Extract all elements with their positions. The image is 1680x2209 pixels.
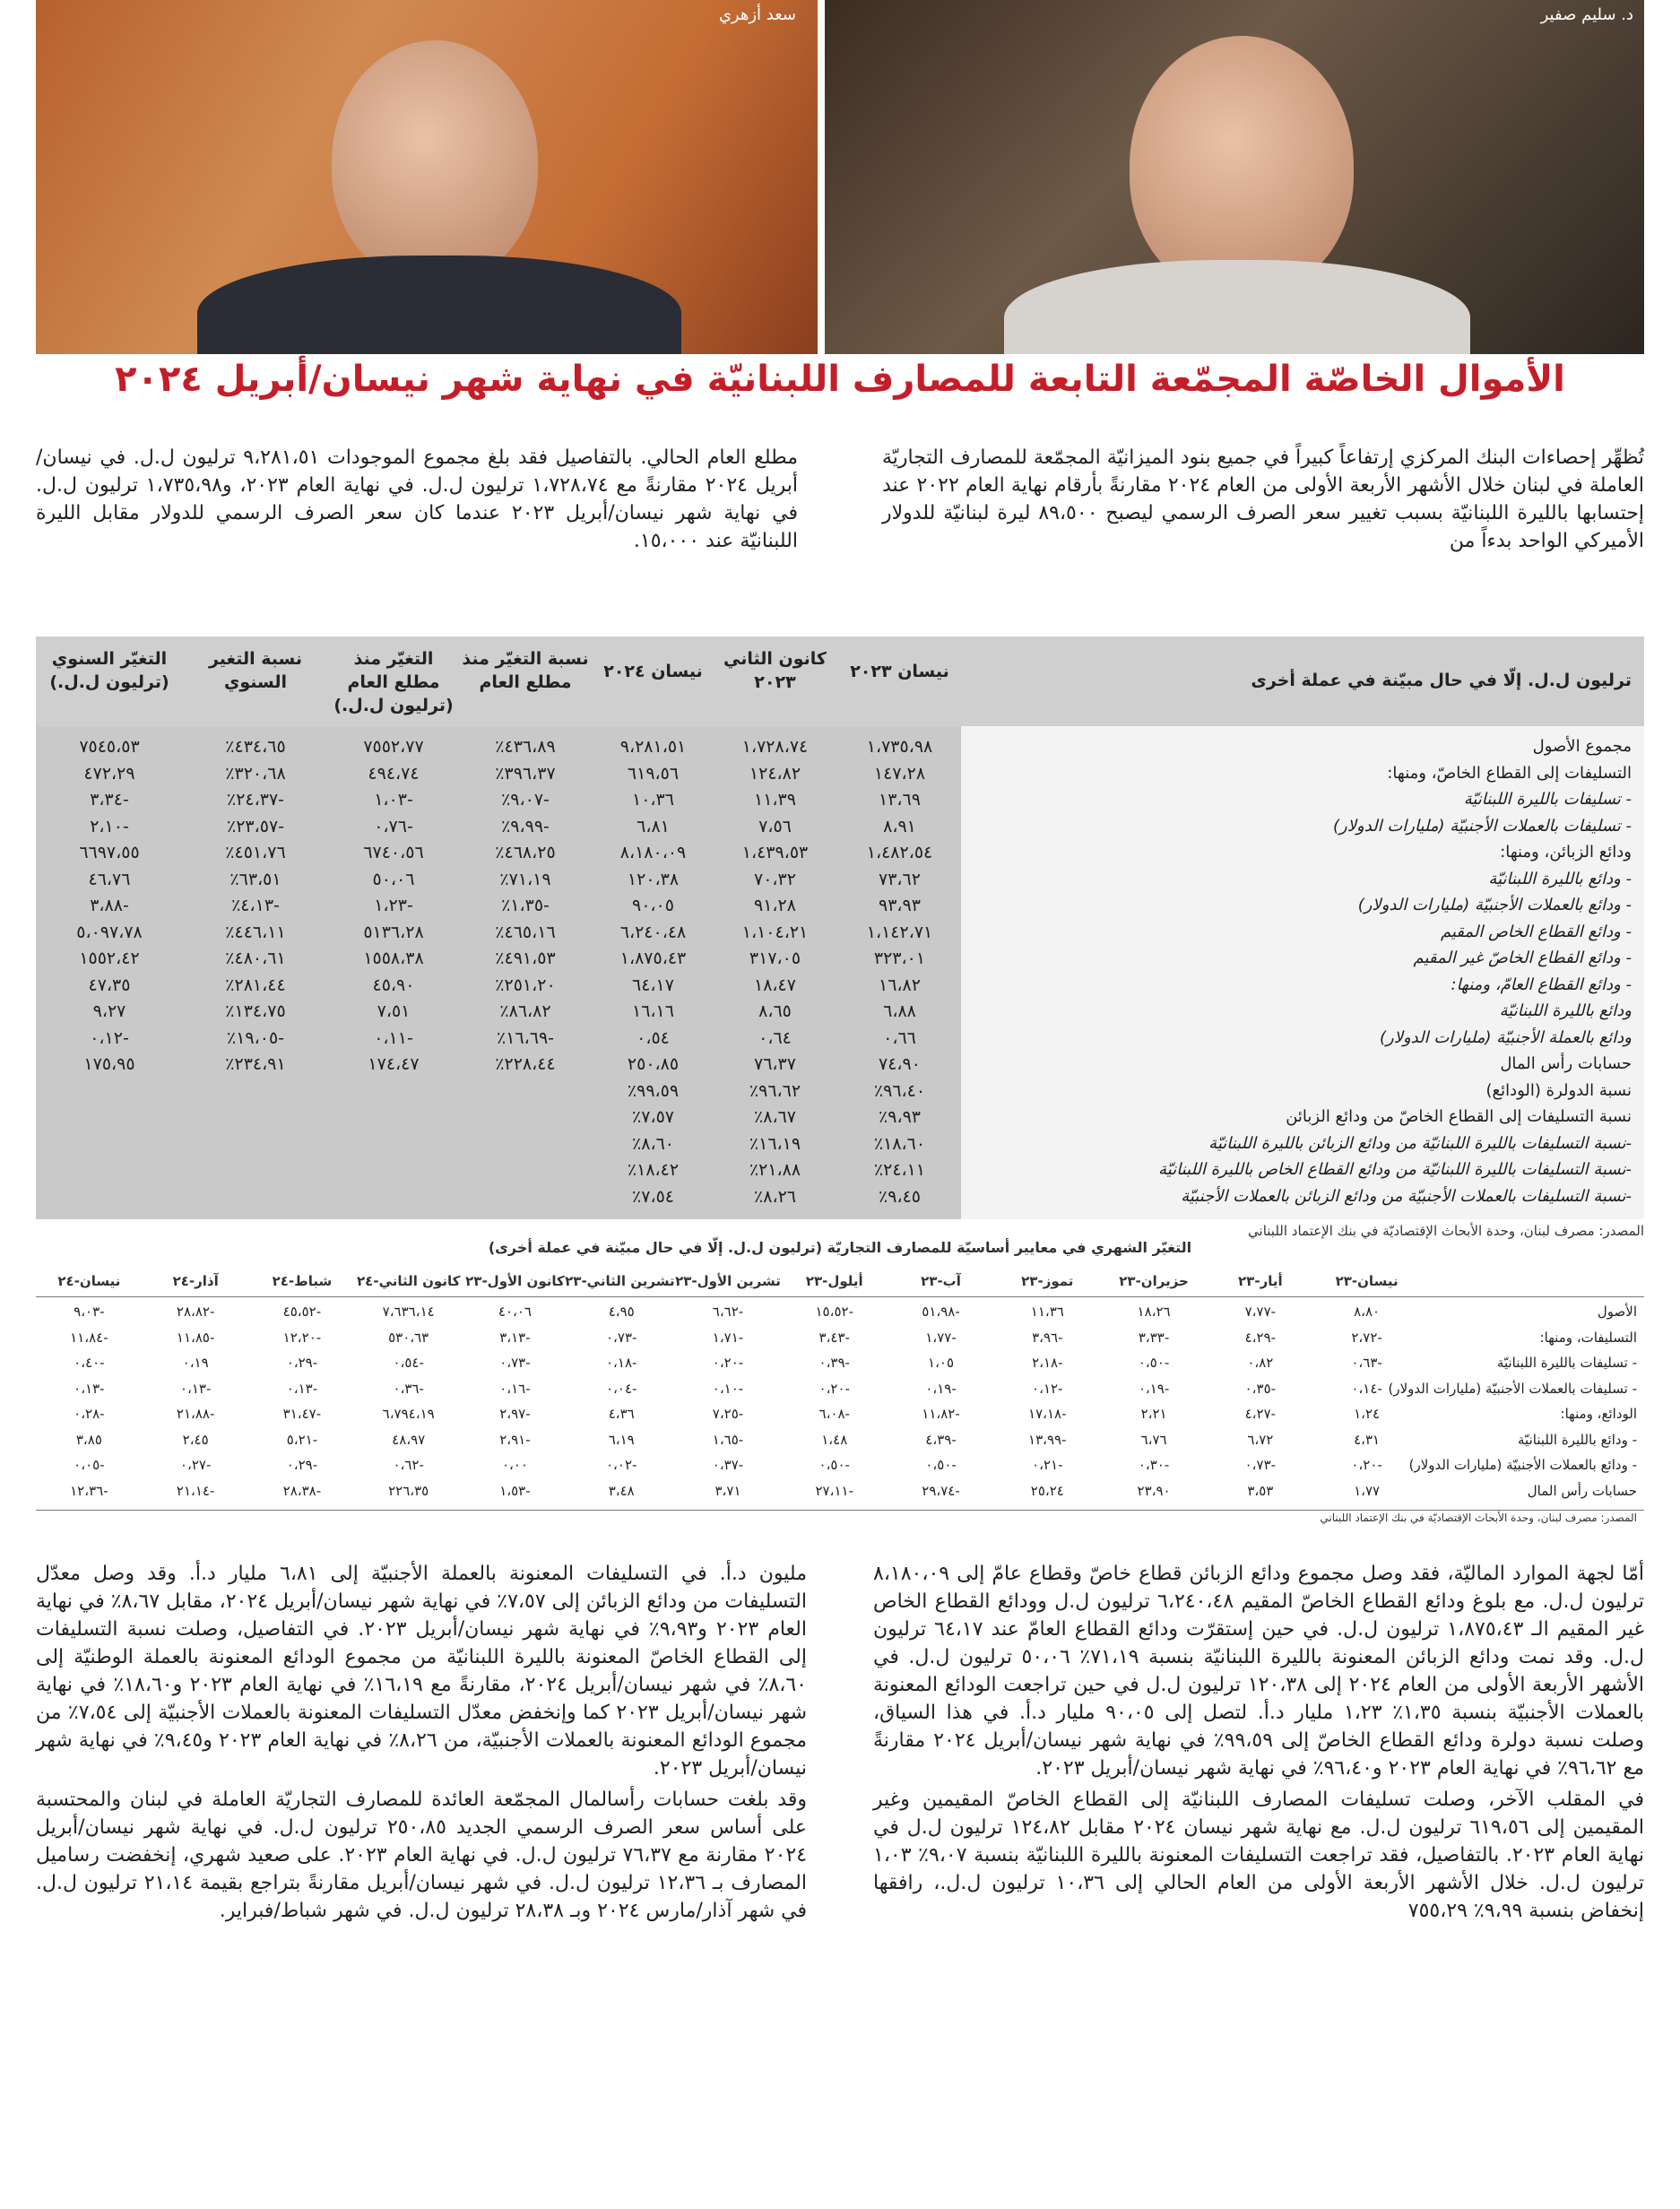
table-cell: ٧٠،٣٢	[754, 869, 796, 889]
table-cell: ٤٥١،٧٦٪	[225, 843, 286, 862]
portrait-photo-right	[825, 0, 1644, 354]
table-unit-header: ترليون ل.ل. إلّا في حال مبيّنة في عملة أخرى	[1251, 671, 1632, 690]
table-cell: ١٦،١٩٪	[749, 1133, 801, 1154]
table-cell: ١٦،١٦	[632, 1001, 674, 1021]
table-cell: -٩،٠٣	[74, 1304, 105, 1320]
table-cell: ٣٩٦،٣٧٪	[495, 763, 556, 784]
table-cell: ٤،٣١	[1354, 1431, 1381, 1448]
table-cell: ١،١٠٤،٢١	[741, 922, 809, 942]
month-header: تشرين الأول-٢٣	[675, 1273, 781, 1289]
table-cell: -٢٣،٥٧٪	[226, 816, 285, 836]
month-header: أيلول-٢٣	[805, 1273, 863, 1289]
table-cell: -١١،٨٢	[922, 1406, 960, 1422]
table-cell: ٤،٩٥	[608, 1304, 635, 1320]
table-cell: -١٣،٩٩	[1028, 1431, 1067, 1448]
month-header: تشرين الثاني-٢٣	[565, 1273, 675, 1289]
table-cell: ١،٤٣٩،٥٣	[741, 843, 809, 862]
table-cell: -٠،٥٤	[393, 1355, 424, 1371]
table-cell: -٠،٦٢	[393, 1457, 424, 1473]
table-cell: ٤٩١،٥٣٪	[495, 949, 556, 968]
table-cell: ٢١،٨٨٪	[749, 1160, 801, 1180]
table-cell: ٥١٣٦،٢٨	[363, 922, 424, 942]
table-cell: ٣٢٣،٠١	[873, 949, 926, 968]
table-cell: ٨،٦٧٪	[754, 1107, 796, 1127]
table-row-label: - تسليفات بالعملات الأجنبيّة (مليارات الدولار)	[1388, 1380, 1637, 1397]
table-cell: ٩،٤٥٪	[879, 1186, 921, 1207]
table-cell: -٢،٧٢	[1351, 1329, 1382, 1346]
body-paragraph: أمّا لجهة الموارد الماليّة، فقد وصل مجموع ودائع الزبائن قطاع خاصّ وقطاع عامّ إلى ٨،١٨٠،٠٩ ترليون ل.ل. مع بلوغ ودائع القطاع الخاصّ المقيم ٦،٢٤٠،٤٨ ترليون ل.ل وودائع القطاع الخاص غير المقيم الـ ١،٨٧٥،٤٣ ترليون ل.ل. في حين إستقرّت ودائع القطاع العامّ عند ٦٤،١٧ ترليون ل.ل. وقد نمت ودائع الزبائن المعنونة بالليرة اللبنانيّة بنسبة ٧١،١٩٪ ٥٠،٠٦ ترليون ل.ل. في الأشهر الأربعة الأولى من العام ٢٠٢٤ إلى ١٢٠،٣٨ ترليون ل.ل في حين تراجعت الودائع المعنونة بالعملات الأجنبيّة بنسبة ١،٣٥٪ ١،٢٣ مليار د.أ. لتصل إلى ٩٠،٠٥ مليار د.أ. في هذا السياق، وصلت نسبة دولرة ودائع القطاع الخاصّ إلى ٩٩،٥٩٪ في نهاية شهر نيسان/أبريل ٢٠٢٤ مقارنةً مع ٩٦،٦٢٪ في نهاية العام ٢٠٢٣ و٩٦،٤٠٪ في نهاية شهر نيسان/أبريل ٢٠٢٣.	[873, 1563, 1645, 1780]
table-cell: ١١،٣٩	[754, 790, 796, 810]
table-cell: ٩٩،٥٩٪	[627, 1080, 680, 1101]
table-cell: -٠،٦٣	[1351, 1355, 1382, 1371]
table-cell: ٢٤،١١٪	[873, 1160, 926, 1180]
table-cell: ٠،٥٤	[636, 1027, 670, 1048]
table-source: المصدر: مصرف لبنان، وحدة الأبحاث الإقتصاديّة في بنك الإعتماد اللبناني	[1248, 1223, 1644, 1239]
table-cell: ٤٧٢،٢٩	[83, 763, 135, 784]
table-cell: -٩،٩٩٪	[501, 816, 550, 836]
table-cell: -٣،١٣	[499, 1329, 531, 1346]
photo-caption: د. سليم صفير	[1540, 5, 1633, 24]
table-cell: -٢،٩١	[499, 1431, 531, 1448]
month-header: آذار-٢٤	[172, 1273, 219, 1289]
table-cell: ٠،٦٦	[883, 1027, 916, 1048]
table-cell: -٠،١٠	[712, 1380, 744, 1397]
table-row-label: - ودائع بالليرة اللبنانيّة	[1488, 869, 1632, 888]
table-cell: ٩٦،٤٠٪	[873, 1080, 926, 1101]
table-cell: -٠،٣٩	[818, 1355, 850, 1371]
table-cell: ٤٣٦،٨٩٪	[495, 737, 556, 757]
column-header: نسبة التغير السنوي	[208, 649, 303, 692]
table-cell: ٤٧،٣٥	[88, 975, 131, 995]
table-cell: -٠،٢١	[1032, 1457, 1063, 1473]
table-row-label: - ودائع القطاع الخاص المقيم	[1440, 922, 1632, 941]
table-cell: ٣،٧١	[714, 1482, 741, 1499]
main-figures-table	[36, 637, 1644, 1219]
table-cell: ١،٤٨٢،٥٤	[866, 843, 933, 862]
table-row-label: الودائع، ومنها:	[1560, 1406, 1637, 1422]
table-cell: -٢٩،٧٤	[922, 1482, 960, 1499]
table-cell: -١،٠٣	[374, 790, 413, 810]
body-left-column	[36, 1560, 807, 1928]
column-header: التغيّر منذ مطلع العام (ترليون ل.ل.)	[333, 649, 454, 715]
table-cell: ١٣،٦٩	[879, 790, 921, 810]
table-row-label: - ودائع القطاع الخاصّ غير المقيم	[1413, 949, 1632, 967]
column-header: كانون الثاني ٢٠٢٣	[723, 649, 827, 692]
table-row-label: - ودائع بالليرة اللبنانيّة	[1518, 1431, 1637, 1448]
table-cell: ٣،٥٣	[1247, 1482, 1274, 1499]
month-header: تموز-٢٣	[1021, 1273, 1074, 1289]
table-cell: ٤٥،٩٠	[372, 975, 415, 995]
table-cell: ١١،٣٦	[1030, 1304, 1064, 1320]
table-cell: ٧،٦٣٦،١٤	[382, 1304, 435, 1320]
table-cell: -١٧،١٨	[1028, 1406, 1067, 1422]
table-cell: ١٨،٤٢٪	[627, 1160, 680, 1180]
table-cell: -٥،٢١	[286, 1431, 318, 1448]
table-row-label: -نسبة التسليفات بالعملات الأجنبيّة من ودائع الزبائن بالعملات الأجنبيّة	[1181, 1186, 1632, 1206]
table-cell: -٠،٣٦	[393, 1380, 424, 1397]
table-cell: -٠،٣٥	[1244, 1380, 1277, 1397]
month-header: نيسان-٢٤	[57, 1273, 121, 1289]
table-cell: ١٧٤،٤٧	[368, 1054, 420, 1074]
table-cell: -٠،٥٠	[925, 1457, 957, 1473]
portrait-face	[332, 40, 538, 282]
column-header: نيسان ٢٠٢٤	[603, 662, 703, 681]
table-cell: ٩،٢٨١،٥١	[619, 737, 687, 757]
table-cell: -٠،٧٣	[606, 1329, 637, 1346]
portrait-suit	[197, 256, 681, 354]
table-cell: -١٢،٢٠	[282, 1329, 322, 1346]
table-cell: ٢٨١،٤٤٪	[225, 975, 286, 995]
table-row-label: مجموع الأصول	[1532, 737, 1632, 756]
table-cell: ١٨،٤٧	[754, 975, 796, 995]
table-cell: -٤،٢٩	[1244, 1329, 1277, 1346]
article-headline: الأموال الخاصّة المجمّعة التابعة للمصارف اللبنانيّة في نهاية شهر نيسان/أبريل ٢٠٢٤	[115, 359, 1565, 400]
table-cell: -٠،١٨	[606, 1355, 637, 1371]
divider	[36, 1510, 1644, 1511]
table-cell: ٤،٣٦	[608, 1406, 635, 1422]
intro-left-column	[36, 444, 798, 559]
table-cell: -٧،٢٥	[712, 1406, 744, 1422]
table-cell: -٠،١٢	[90, 1027, 129, 1048]
table-cell: ٦،١٩	[608, 1431, 635, 1448]
table-cell: ٣،٤٨	[608, 1482, 635, 1499]
table-cell: ٧١،١٩٪	[499, 869, 551, 889]
table-cell: -١،٦٥	[712, 1431, 744, 1448]
table-cell: -١،٣٥٪	[501, 896, 550, 915]
table-cell: -٢٧،١١	[815, 1482, 853, 1499]
table-cell: ٨،٨٠	[1354, 1304, 1381, 1320]
month-header: نيسان-٢٣	[1335, 1273, 1399, 1289]
table-cell: ١٨،٢٦	[1137, 1304, 1171, 1320]
table-cell: -٢١،٨٨	[176, 1406, 215, 1422]
table-cell: -٠،٣٧	[712, 1457, 744, 1473]
table-cell: ١٤٧،٢٨	[873, 763, 926, 784]
table-cell: ١٢٤،٨٢	[749, 763, 801, 784]
table-cell: ٦١٩،٥٦	[627, 763, 680, 784]
table-cell: ١،٠٥	[928, 1355, 955, 1371]
table-cell: ١،٧٢٨،٧٤	[741, 737, 809, 757]
table-row-label: - ودائع بالعملات الأجنبيّة (مليارات الدولار)	[1357, 896, 1632, 914]
table-cell: ٩،٩٣٪	[879, 1107, 921, 1127]
table-cell: -٦،٦٢	[712, 1304, 744, 1320]
table-cell: ١،٨٧٥،٤٣	[619, 949, 687, 968]
table-cell: ٧٥٥٢،٧٧	[363, 737, 424, 757]
portrait-photo-left	[36, 0, 818, 354]
body-paragraph: مليون د.أ. في التسليفات المعنونة بالعملة الأجنبيّة إلى ٦،٨١ مليار د.أ. وقد وصل معدّل التسليفات من ودائع الزبائن إلى ٧،٥٧٪ في نهاية شهر نيسان/أبريل ٢٠٢٤، مقابل ٨،٦٧٪ في نهاية العام ٢٠٢٣ و٩،٩٣٪ في نهاية شهر نيسان/أبريل ٢٠٢٣. في التفاصيل، وصلت نسبة التسليفات إلى القطاع الخاصّ المعنونة بالليرة اللبنانيّة من مجموع الودائع المعنونة بالعملة الوطنيّة إلى ٨،٦٠٪ في شهر نيسان/أبريل ٢٠٢٤، مقارنةً مع ١٦،١٩٪ في نهاية العام ٢٠٢٣ و١٨،٦٠٪ في نهاية شهر نيسان/أبريل ٢٠٢٣ كما وإنخفض معدّل التسليفات المعنونة بالعملات الأجنبيّة إلى ٧،٥٤٪ من مجموع الودائع المعنونة بالعملات الأجنبيّة، من ٨،٢٦٪ في نهاية العام ٢٠٢٣ و٩،٤٥٪ في نهاية شهر نيسان/أبريل ٢٠٢٣.	[36, 1563, 808, 1780]
table-cell: ٥٠،٠٦	[372, 869, 415, 889]
table-cell: ١،١٤٢،٧١	[866, 922, 933, 942]
table-cell: ٤٨٠،٦١٪	[225, 949, 286, 968]
table-row-label: نسبة التسليفات إلى القطاع الخاصّ من ودائع الزبائن	[1286, 1107, 1632, 1126]
table-row-label: -نسبة التسليفات بالليرة اللبنانيّة من ودائع الزبائن بالليرة اللبنانيّة	[1208, 1133, 1632, 1153]
table-cell: ٩١،٢٨	[754, 896, 796, 915]
body-paragraph: وقد بلغت حسابات رأسالمال المجمّعة العائدة للمصارف التجاريّة العاملة في لبنان والمحتسبة على أساس سعر الصرف الرسمي الجديد ٢٥٠،٨٥ ترليون ل.ل. في نهاية شهر نيسان/أبريل ٢٠٢٤ مقارنة مع ٧٦،٣٧ ترليون ل.ل. في نهاية العام ٢٠٢٣. على صعيد شهري، إنخفضت رساميل المصارف بـ ١٢،٣٦ ترليون ل.ل. في شهر نيسان/أبريل مقارنةً بتراجع بقيمة ٢١،١٤ ترليون ل.ل. في شهر آذار/مارس ٢٠٢٤ وبـ ٢٨،٣٨ ترليون ل.ل. في شهر شباط/فبراير.	[36, 1789, 808, 1922]
intro-right-column	[882, 444, 1644, 559]
table-cell: -١،٥٣	[499, 1482, 531, 1499]
table-cell: ١٥٥٨،٣٨	[363, 949, 424, 968]
table-cell: ٢٢٦،٣٥	[388, 1482, 429, 1499]
table-cell: ٠،٦٤	[758, 1027, 792, 1048]
table-row-label: - ودائع بالعملات الأجنبيّة (مليارات الدولار)	[1408, 1457, 1637, 1473]
table-cell: -٠،١٢	[1032, 1380, 1063, 1397]
table-cell: ٦٤،١٧	[632, 975, 674, 995]
table-cell: -٣١،٤٧	[282, 1406, 322, 1422]
table-cell: ٦،٧٦	[1140, 1431, 1167, 1448]
table-row-label: حسابات رأس المال	[1527, 1482, 1637, 1499]
table-cell: -١٩،٠٥٪	[226, 1027, 285, 1048]
table-row-label: - تسليفات بالعملات الأجنبيّة (مليارات الدولار)	[1333, 816, 1632, 836]
table-cell: -١،٧١	[712, 1329, 744, 1346]
table-cell: ٤٦٨،٢٥٪	[495, 843, 556, 862]
table-cell: ٦٧٤٠،٥٦	[363, 843, 424, 862]
table-cell: -١،٧٧	[925, 1329, 957, 1346]
table-cell: ٦،٢٤٠،٤٨	[619, 922, 687, 942]
table-cell: -٠،١٣	[286, 1380, 318, 1397]
table-cell: ٩٦،٦٢٪	[749, 1080, 801, 1101]
table-cell: -٢،١٠	[90, 816, 129, 836]
table-cell: ٢،٤٥	[182, 1431, 209, 1448]
table-cell: ٧٤،٩٠	[879, 1054, 921, 1074]
table-cell: -٣،٩٦	[1032, 1329, 1063, 1346]
table-cell: ٢٥١،٢٠٪	[495, 975, 556, 995]
table-cell: -١١،٨٤	[70, 1329, 108, 1346]
table-row-label: ودائع الزبائن، ومنها:	[1500, 843, 1632, 862]
table-cell: -٠،١٩	[925, 1380, 957, 1397]
table-cell: ٢٢٨،٤٤٪	[495, 1054, 556, 1074]
table-cell: -٧،٧٧	[1244, 1304, 1277, 1320]
table-cell: ٨،١٨٠،٠٩	[619, 843, 687, 862]
table-cell: -٠،٧٦	[374, 816, 413, 836]
table-cell: ١،٤٨	[821, 1431, 848, 1448]
table-cell: -٢،٩٧	[499, 1406, 531, 1422]
table-row-label: ودائع بالليرة اللبنانيّة	[1499, 1001, 1632, 1020]
body-paragraph: في المقلب الآخر، وصلت تسليفات المصارف اللبنانيّة إلى القطاع الخاصّ المقيمين وغير المقيمين إلى ٦١٩،٥٦ ترليون ل.ل. مع نهاية شهر نيسان ٢٠٢٤ مقابل ١٢٤،٨٢ ترليون ل.ل في نهاية العام ٢٠٢٣. بالتفاصيل، فقد تراجعت التسليفات المعنونة بالليرة اللبنانيّة بنسبة ٩،٠٧٪ ١،٠٣ ترليون ل.ل. خلال الأشهر الأربعة الأولى من العام الحالي إلى ١٠،٣٦ ترليون ل.ل.، رافقها إنخفاض بنسبة ٩،٩٩٪ ٧٥٥،٢٩	[873, 1789, 1645, 1922]
table-cell: ٢٣٤،٩١٪	[225, 1054, 286, 1074]
table-cell: -٠،٢٩	[286, 1457, 318, 1473]
table-cell: -٢٨،٨٢	[176, 1304, 215, 1320]
month-header: كانون الثاني-٢٤	[357, 1273, 461, 1289]
table-cell: ٧،٥٧٪	[632, 1107, 674, 1127]
table-row-label: - ودائع القطاع العامّ، ومنها:	[1451, 975, 1632, 994]
table-cell: ٩٣،٩٣	[879, 896, 921, 915]
table-cell: -٠،٤٠	[74, 1355, 105, 1371]
table-cell: ٦،٧٢	[1247, 1431, 1274, 1448]
table-cell: -٦،٠٨	[818, 1406, 850, 1422]
table-cell: -٠،٠٢	[606, 1457, 637, 1473]
table-source: المصدر: مصرف لبنان، وحدة الأبحاث الإقتصاديّة في بنك الإعتماد اللبناني	[1320, 1512, 1637, 1524]
table-cell: -٠،٠٤	[606, 1380, 637, 1397]
table-cell: ٢٥،٢٤	[1030, 1482, 1064, 1499]
table-cell: -٠،٣٠	[1138, 1457, 1170, 1473]
table-row-label: - تسليفات بالليرة اللبنانيّة	[1463, 790, 1632, 809]
body-right-column	[873, 1560, 1644, 1928]
table-cell: -٠،٥٠	[1138, 1355, 1170, 1371]
table-cell: -٥١،٩٨	[922, 1304, 960, 1320]
table-cell: -١٢،٣٦	[70, 1482, 108, 1499]
table-cell: -٢٨،٣٨	[282, 1482, 322, 1499]
table-row-label: نسبة الدولرة (الودائع)	[1485, 1080, 1632, 1100]
table-cell: -٠،٢٠	[1351, 1457, 1382, 1473]
table-cell: -٤،٣٩	[925, 1431, 957, 1448]
table-cell: -٢١،١٤	[176, 1482, 215, 1499]
photo-caption: سعد أزهري	[718, 5, 796, 24]
table-cell: ٠،١٩	[182, 1355, 209, 1371]
table-cell: ٨،٦٠٪	[632, 1133, 674, 1154]
table-cell: -١٦،٦٩٪	[496, 1027, 555, 1048]
table-cell: -٠،٧٣	[1244, 1457, 1277, 1473]
table-cell: ١٣٤،٧٥٪	[225, 1001, 286, 1021]
table-cell: -١٥،٥٢	[815, 1304, 853, 1320]
column-header: نسبة التغيّر منذ مطلع العام	[462, 649, 589, 692]
table-cell: -٠،٢٠	[818, 1380, 850, 1397]
table-cell: -١،٢٣	[374, 896, 413, 915]
table-cell: ٤٩٤،٧٤	[368, 763, 420, 784]
table-row-label: التسليفات إلى القطاع الخاصّ، ومنها:	[1387, 763, 1632, 783]
table-cell: -٠،١١	[374, 1027, 413, 1048]
table-cell: ٠،٠٠	[501, 1457, 528, 1473]
table-cell: ٧٣،٦٢	[879, 869, 921, 889]
table-cell: -٣،٣٣	[1138, 1329, 1170, 1346]
month-header: آب-٢٣	[921, 1273, 961, 1289]
table-cell: ٢٣،٩٠	[1137, 1482, 1171, 1499]
month-header: شباط-٢٤	[272, 1273, 333, 1289]
table-cell: -٢،١٨	[1032, 1355, 1063, 1371]
table-cell: ٣،٨٥	[75, 1431, 102, 1448]
table-cell: ٩٠،٠٥	[632, 896, 674, 915]
table-cell: -٠،٢٠	[712, 1355, 744, 1371]
divider	[36, 1296, 1644, 1297]
month-header: أيار-٢٣	[1238, 1273, 1283, 1289]
table-cell: ١٥٥٢،٤٢	[79, 949, 140, 968]
table-cell: -٠،٢٩	[286, 1355, 318, 1371]
table-cell: ٢،٢١	[1140, 1406, 1167, 1422]
table-cell: ٧٥٤٥،٥٣	[79, 737, 140, 757]
table-cell: ٦،٧٩٤،١٩	[382, 1406, 435, 1422]
table-cell: ٦٣،٥١٪	[229, 869, 281, 889]
table-cell: ٨٦،٨٢٪	[499, 1001, 551, 1021]
table-title: التغيّر الشهري في معايير أساسيّة للمصارف التجاريّة (ترليون ل.ل. إلّا في حال مبيّنة في عملة أخرى)	[488, 1239, 1192, 1256]
photo-strip	[36, 0, 1644, 354]
table-cell: ٦،٨٨	[883, 1001, 916, 1021]
table-cell: -٠،٥٠	[818, 1457, 850, 1473]
table-cell: -٠،١٩	[1138, 1380, 1170, 1397]
table-row-label: حسابات رأس المال	[1500, 1054, 1632, 1073]
table-cell: ٦،٨١	[636, 816, 670, 836]
table-cell: -٠،١٣	[179, 1380, 212, 1397]
table-cell: -٠،٠٥	[74, 1457, 105, 1473]
table-cell: ١٨،٦٠٪	[873, 1133, 926, 1154]
table-cell: -٣،٨٨	[90, 896, 129, 915]
table-cell: ٤٤٦،١١٪	[225, 922, 286, 942]
table-cell: -٠،٢٧	[179, 1457, 212, 1473]
table-cell: ٠،٨٢	[1247, 1355, 1274, 1371]
table-cell: ٥،٠٩٧،٧٨	[76, 922, 143, 942]
table-cell: -٢٤،٣٧٪	[226, 790, 285, 810]
table-cell: -٩،٠٧٪	[501, 790, 550, 810]
table-cell: ٧،٥٦	[758, 816, 792, 836]
intro-paragraph: مطلع العام الحالي. بالتفاصيل فقد بلغ مجموع الموجودات ٩،٢٨١،٥١ ترليون ل.ل. في نيسان/أبريل ٢٠٢٤ مقارنةً مع ١،٧٢٨،٧٤ ترليون ل.ل. في نهاية العام ٢٠٢٣، و١،٧٣٥،٩٨ ترليون ل.ل. في نهاية شهر نيسان/أبريل ٢٠٢٣ عندما كان سعر الصرف الرسمي للدولار مقابل الليرة اللبنانيّة عند ١٥،٠٠٠.	[36, 446, 798, 552]
table-cell: -٠،١٣	[74, 1380, 105, 1397]
table-cell: -٠،١٦	[499, 1380, 531, 1397]
table-cell: -٤،٢٧	[1244, 1406, 1277, 1422]
table-cell: ١٢٠،٣٨	[627, 869, 680, 889]
table-cell: -٤٥،٥٢	[282, 1304, 322, 1320]
table-cell: ٤٨،٩٧	[392, 1431, 426, 1448]
table-cell: ٦٦٩٧،٥٥	[79, 843, 140, 862]
portrait-suit	[1004, 260, 1470, 354]
column-header: التغيّر السنوي (ترليون ل.ل.)	[49, 649, 169, 692]
table-cell: -٣،٣٤	[90, 790, 129, 810]
table-cell: ١،٢٤	[1354, 1406, 1381, 1422]
table-row-label: الأصول	[1597, 1304, 1637, 1320]
table-cell: ٤٣٤،٦٥٪	[225, 737, 286, 757]
table-row-label: -نسبة التسليفات بالليرة اللبنانيّة من ودائع القطاع الخاص بالليرة اللبنانيّة	[1158, 1160, 1632, 1179]
table-cell: ٤٠،٠٦	[498, 1304, 532, 1320]
table-cell: ٨،٦٥	[758, 1001, 792, 1021]
table-cell: ٩،٢٧	[92, 1001, 126, 1021]
table-cell: ٧،٥٤٪	[632, 1186, 674, 1207]
table-row-label: التسليفات، ومنها:	[1539, 1329, 1637, 1346]
table-cell: ٥٣٠،٦٣	[388, 1329, 429, 1346]
table-cell: ١،٧٣٥،٩٨	[866, 737, 933, 757]
table-cell: ١،٧٧	[1354, 1482, 1381, 1499]
table-cell: ٣١٧،٠٥	[749, 949, 801, 968]
table-cell: ٣٢٠،٦٨٪	[225, 763, 286, 784]
table-cell: -٠،٧٣	[499, 1355, 531, 1371]
table-cell: ١٠،٣٦	[632, 790, 674, 810]
table-cell: -٤،١٣٪	[231, 896, 280, 915]
portrait-face	[1130, 36, 1354, 296]
table-cell: ٧٦،٣٧	[754, 1054, 796, 1074]
table-cell: ٤٦،٧٦	[88, 869, 131, 889]
column-header: نيسان ٢٠٢٣	[850, 662, 949, 681]
table-row-label: ودائع بالعملة الأجنبيّة (مليارات الدولار)	[1380, 1027, 1632, 1047]
table-cell: ٨،٢٦٪	[754, 1186, 796, 1207]
table-cell: ١٦،٨٢	[879, 975, 921, 995]
table-cell: -١١،٨٥	[176, 1329, 215, 1346]
table-cell: -٠،١٤	[1351, 1380, 1382, 1397]
table-cell: -٣،٤٣	[818, 1329, 850, 1346]
table-cell: -٠،٢٨	[74, 1406, 105, 1422]
month-header: كانون الأول-٢٣	[465, 1273, 565, 1289]
table-cell: ٨،٩١	[883, 816, 916, 836]
table-cell: ٤٦٥،١٦٪	[495, 922, 556, 942]
monthly-change-table	[36, 1239, 1644, 1526]
table-row-label: - تسليفات بالليرة اللبنانيّة	[1496, 1355, 1637, 1371]
intro-paragraph: تُظهِّر إحصاءات البنك المركزي إرتفاعاً كبيراً في جميع بنود الميزانيّة المجمّعة للمصارف التجاريّة العاملة في لبنان خلال الأشهر الأربعة الأولى من العام ٢٠٢٤ مقارنةً بأرقام نهاية العام ٢٠٢٢ عند إحتسابها بالليرة اللبنانيّة بسبب تغيير سعر الصرف الرسمي ليصبح ٨٩،٥٠٠ ليرة لبنانيّة للدولار الأميركي الواحد بدءاً من	[882, 446, 1644, 552]
month-header: حزيران-٢٣	[1119, 1273, 1189, 1289]
table-cell: ٢٥٠،٨٥	[627, 1054, 680, 1074]
table-cell: ٧،٥١	[377, 1001, 411, 1021]
table-cell: ١٧٥،٩٥	[83, 1054, 135, 1074]
